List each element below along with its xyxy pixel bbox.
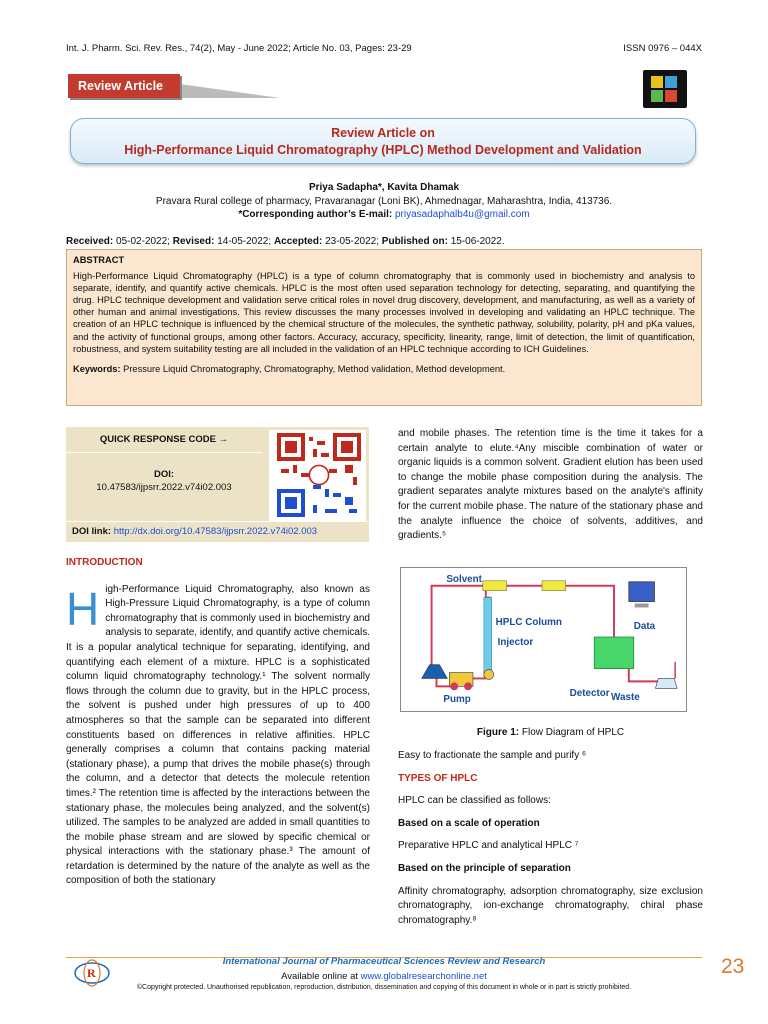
accepted-date: 23-05-2022; bbox=[325, 236, 380, 247]
running-header bbox=[66, 43, 702, 54]
article-title-box bbox=[70, 118, 696, 164]
title-line-1: Review Article on bbox=[331, 126, 435, 140]
citation-text: Int. J. Pharm. Sci. Rev. Res., 74(2), May - June 2022; Article No. 03, Pages: 23-29 bbox=[66, 43, 412, 54]
right-column-text: and mobile phases. The retention time is the time it takes for a certain analyte to elute.⁴Any miscible combination of water or organic liquids is a common solvent. Gradient elution has been used to change the mobile phase composition during the analysis. The gradient separates analyte mixtures based on the analyte's affinity for the current mobile phase. The nature of the stationary phase and the analyte influence the choice of solvents, additives, and gradients.⁵ bbox=[398, 428, 703, 542]
label-solvent: Solvent bbox=[446, 573, 482, 585]
figure-caption: Figure 1: Flow Diagram of HPLC bbox=[476, 727, 625, 738]
footer-availability: Available online at www.globalresearchonline.net bbox=[281, 971, 487, 982]
label-pump: Pump bbox=[443, 694, 471, 706]
drop-cap: H bbox=[66, 582, 100, 635]
keywords: Keywords: Pressure Liquid Chromatography, Chromatography, Method validation, Method development. bbox=[73, 363, 506, 374]
journal-logo bbox=[643, 70, 687, 108]
abstract-box bbox=[66, 249, 702, 406]
paragraph-fractionate: Easy to fractionate the sample and purify ⁶ bbox=[398, 750, 587, 761]
label-waste: Waste bbox=[611, 692, 640, 704]
paragraph-classified: HPLC can be classified as follows: bbox=[398, 795, 551, 807]
doi-value: 10.47583/ijpsrr.2022.v74i02.003 bbox=[96, 482, 232, 493]
qr-code-icon[interactable] bbox=[277, 433, 361, 517]
publication-dates: Received: 05-02-2022; Revised: 14-05-2022; Accepted: 23-05-2022; Published on: 15-06-2022. bbox=[66, 236, 505, 247]
revised-date: 14-05-2022; bbox=[217, 236, 272, 247]
types-section bbox=[398, 749, 703, 936]
label-injector: Injector bbox=[497, 636, 534, 648]
label-hplc-column: HPLC Column bbox=[495, 617, 562, 629]
corresponding-label: *Corresponding author’s E-mail: bbox=[238, 209, 393, 220]
label-detector: Detector bbox=[569, 688, 610, 700]
footer-journal-name: International Journal of Pharmaceutical Sciences Review and Research bbox=[222, 956, 546, 967]
left-column bbox=[66, 556, 370, 889]
title-line-2: High-Performance Liquid Chromatography (HPLC) Method Development and Validation bbox=[124, 143, 642, 157]
authors-block bbox=[0, 181, 768, 222]
introduction-heading: INTRODUCTION bbox=[66, 557, 143, 568]
types-heading: TYPES OF HPLC bbox=[398, 772, 478, 784]
footer-copyright: ©Copyright protected. Unauthorised republication, reproduction, distribution, dissemination and copying of this document in whole or in part is strictly prohibited. bbox=[136, 984, 632, 991]
qr-heading: QUICK RESPONSE CODE → bbox=[66, 427, 262, 453]
paragraph-affinity: Affinity chromatography, adsorption chromatography, size exclusion chromatography, ion-exchange chromatography, chiral phase chromatography.⁸ bbox=[398, 885, 703, 926]
doi-link-row: DOI link: http://dx.doi.org/10.47583/ijpsrr.2022.v74i02.003 bbox=[66, 521, 369, 541]
paragraph-preparative: Preparative HPLC and analytical HPLC ⁷ bbox=[398, 840, 579, 852]
hplc-flow-diagram bbox=[400, 567, 687, 712]
issn-text: ISSN 0976 – 044X bbox=[623, 43, 702, 54]
keywords-list: Pressure Liquid Chromatography, Chromatography, Method validation, Method development. bbox=[123, 363, 506, 374]
svg-text:R: R bbox=[87, 966, 96, 980]
affiliation: Pravara Rural college of pharmacy, Pravaranagar (Loni BK), Ahmednagar, Maharashtra, India, 413736. bbox=[155, 195, 613, 207]
author-email-link[interactable]: priyasadaphalb4u@gmail.com bbox=[395, 209, 530, 220]
label-data: Data bbox=[633, 621, 656, 633]
published-date: 15-06-2022. bbox=[450, 236, 505, 247]
abstract-body: High-Performance Liquid Chromatography (HPLC) is a type of column chromatography that is commonly used in biochemistry and analysis to separate, identify, and quantify active chemicals. HPLC is the most often used separation technology for detecting, separating, and quantifying the drug. HPLC technique development and validation serve critical roles in novel drug discovery, development, and manufacturing, as well as a variety of other human and animal investigations. This review discusses the many processes involved in developing and validating an HPLC technique. The creation of an HPLC technique is influenced by the chemical structure of the molecules, the synthetic pathway, solubility, polarity, pH and pKa values, and the activity of functional groups, among other factors. Accuracy, accuracy, specificity, linearity, range, limit of detection, the limit of quantification, robustness, and system suitability testing are all included in the validation of an HPLC technique according to ICH Guidelines. bbox=[73, 271, 695, 354]
doi-cell: DOI: 10.47583/ijpsrr.2022.v74i02.003 bbox=[66, 453, 262, 542]
subheading-scale: Based on a scale of operation bbox=[398, 817, 540, 829]
review-article-label: Review Article bbox=[68, 74, 180, 98]
review-article-tag bbox=[68, 74, 213, 98]
abstract-heading: ABSTRACT bbox=[73, 255, 125, 265]
author-names: Priya Sadapha*, Kavita Dhamak bbox=[308, 182, 460, 193]
subheading-principle: Based on the principle of separation bbox=[398, 862, 571, 874]
introduction-paragraph: High-Performance Liquid Chromatography, also known as High-Pressure Liquid Chromatography, is a type of column chromatography that is commonly used in biochemistry and analysis to separate, identify, and quantify active chemicals. It is a popular analytical technique for separating, identifying, and quantifying each element of a mixture. HPLC is a sophisticated column liquid chromatography technology.¹ The solvent normally flows through the column due to gravity, but in the HPLC process, the solvent is pushed under high pressures of up to 400 atmospheres so that the sample can be separated into different constituents based on differences in relative affinities. HPLC generally comprises a column that contains packing material (stationary phase), a pump that drives the mobile phase(s) through the column, and a detector that detects the molecule retention times.² The retention time is affected by the interactions between the stationary phase, the molecules being analyzed, and the solvent(s) utilized. The samples to be analyzed are added in small quantities to the mobile phase stream and are slowed by specific chemical or physical interactions with the stationary phase.³ The amount of retardation is determined by the nature of the analyte as well as the composition of both the stationary bbox=[66, 582, 370, 887]
page-number: 23 bbox=[721, 955, 745, 978]
journal-website-link[interactable]: www.globalresearchonline.net bbox=[360, 971, 487, 982]
received-date: 05-02-2022; bbox=[116, 236, 170, 247]
doi-link[interactable]: http://dx.doi.org/10.47583/ijpsrr.2022.v74i02.003 bbox=[113, 526, 318, 537]
